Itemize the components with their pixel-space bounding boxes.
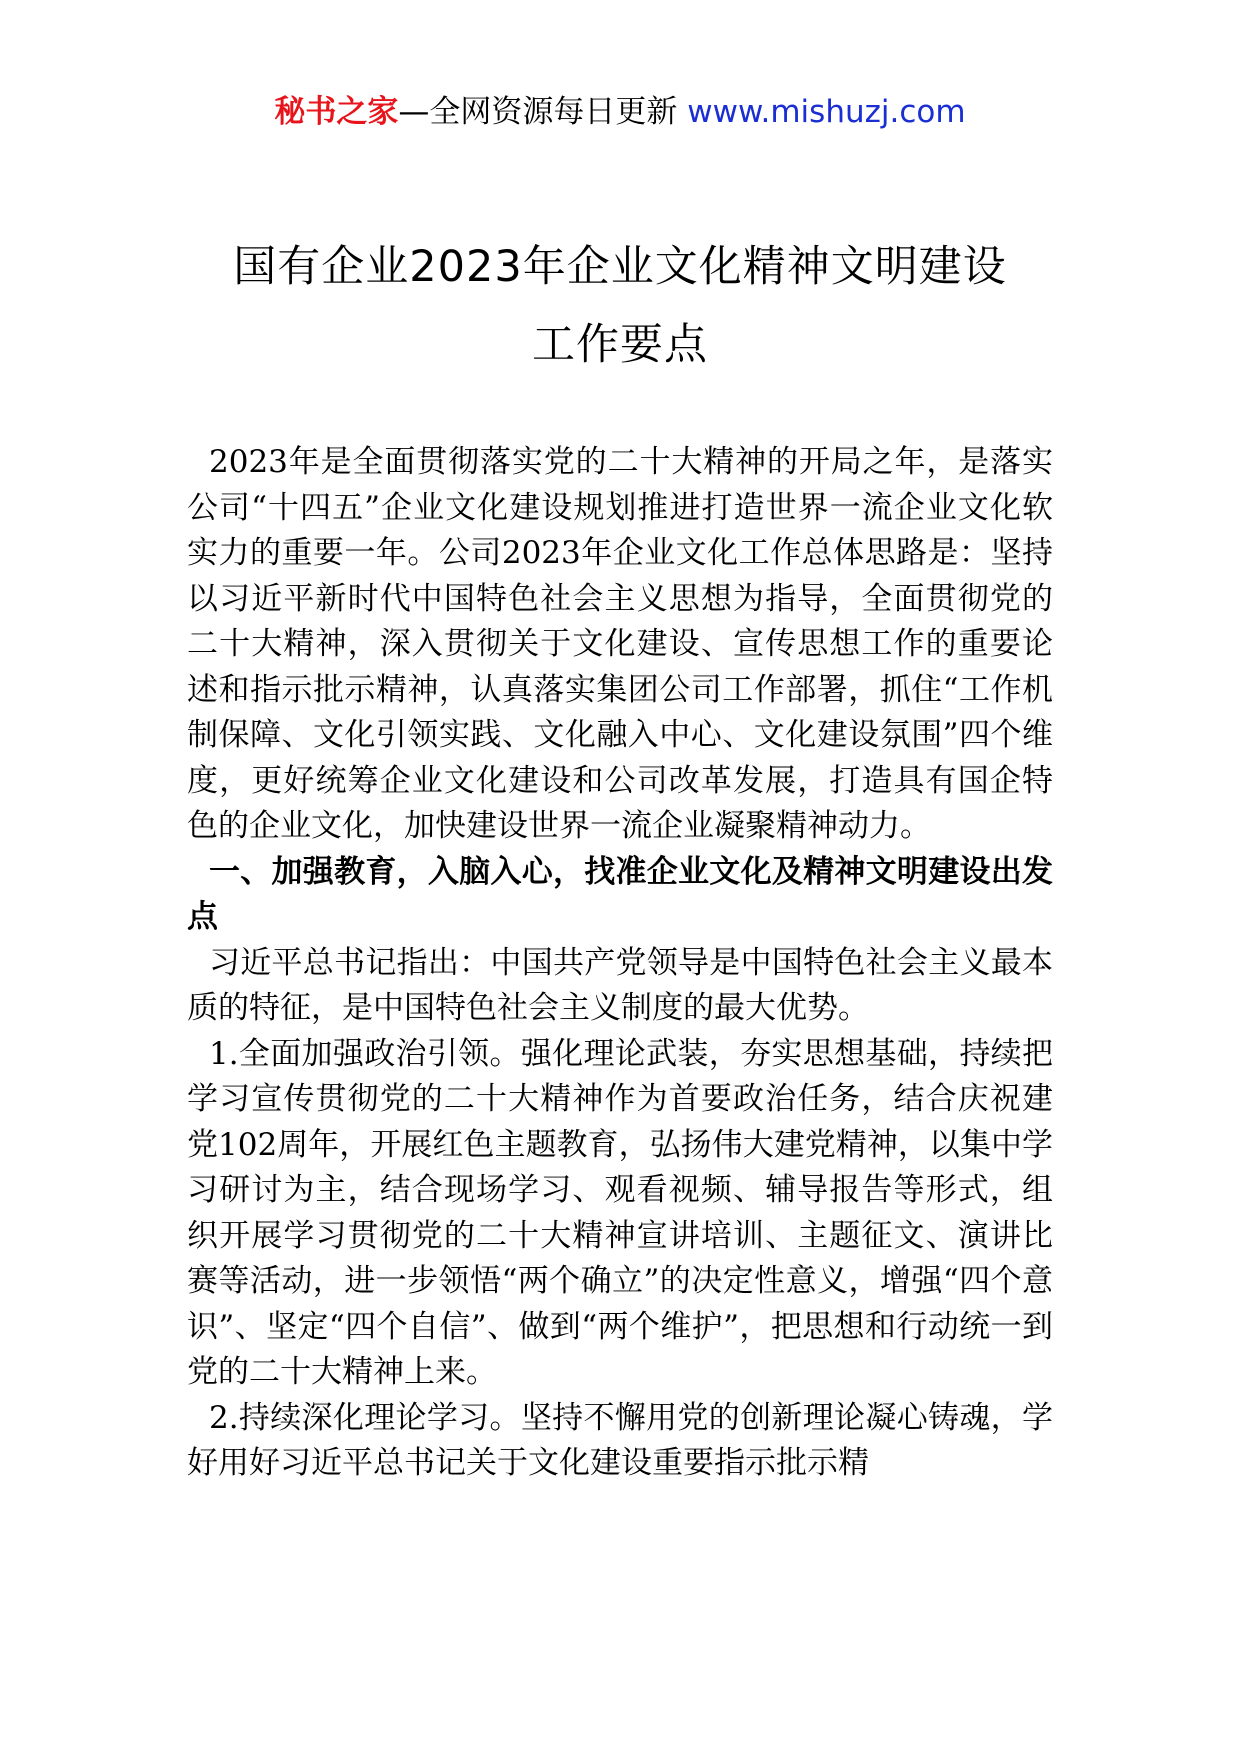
title-line-2: 工作要点	[532, 320, 708, 370]
site-url-link[interactable]: www.mishuzj.com	[687, 94, 966, 130]
document-title	[160, 228, 1080, 384]
section-1-intro-paragraph: 习近平总书记指出：中国共产党领导是中国特色社会主义最本质的特征，是中国特色社会主义制度的最大优势。	[187, 944, 1053, 1026]
site-brand: 秘书之家	[274, 94, 399, 130]
site-tagline: —全网资源每日更新	[398, 94, 688, 130]
section-heading-1: 一、加强教育，入脑入心，找准企业文化及精神文明建设出发点	[187, 853, 1053, 935]
document-body	[187, 440, 1053, 1487]
site-header	[0, 92, 1240, 132]
intro-paragraph: 2023年是全面贯彻落实党的二十大精神的开局之年，是落实公司“十四五”企业文化建设规划推进打造世界一流企业文化软实力的重要一年。公司2023年企业文化工作总体思路是：坚持以习近平新时代中国特色社会主义思想为指导，全面贯彻党的二十大精神，深入贯彻关于文化建设、宣传思想工作的重要论述和指示批示精神，认真落实集团公司工作部署，抓住“工作机制保障、文化引领实践、文化融入中心、文化建设氛围”四个维度，更好统筹企业文化建设和公司改革发展，打造具有国企特色的企业文化，加快建设世界一流企业凝聚精神动力。	[187, 444, 1053, 844]
item-2-paragraph: 2.持续深化理论学习。坚持不懈用党的创新理论凝心铸魂，学好用好习近平总书记关于文化建设重要指示批示精	[187, 1399, 1053, 1481]
item-1-paragraph: 1.全面加强政治引领。强化理论武装，夯实思想基础，持续把学习宣传贯彻党的二十大精神作为首要政治任务，结合庆祝建党102周年，开展红色主题教育，弘扬伟大建党精神，以集中学习研讨为主，结合现场学习、观看视频、辅导报告等形式，组织开展学习贯彻党的二十大精神宣讲培训、主题征文、演讲比赛等活动，进一步领悟“两个确立”的决定性意义，增强“四个意识”、坚定“四个自信”、做到“两个维护”，把思想和行动统一到党的二十大精神上来。	[187, 1035, 1053, 1390]
title-line-1: 国有企业2023年企业文化精神文明建设	[233, 242, 1007, 292]
